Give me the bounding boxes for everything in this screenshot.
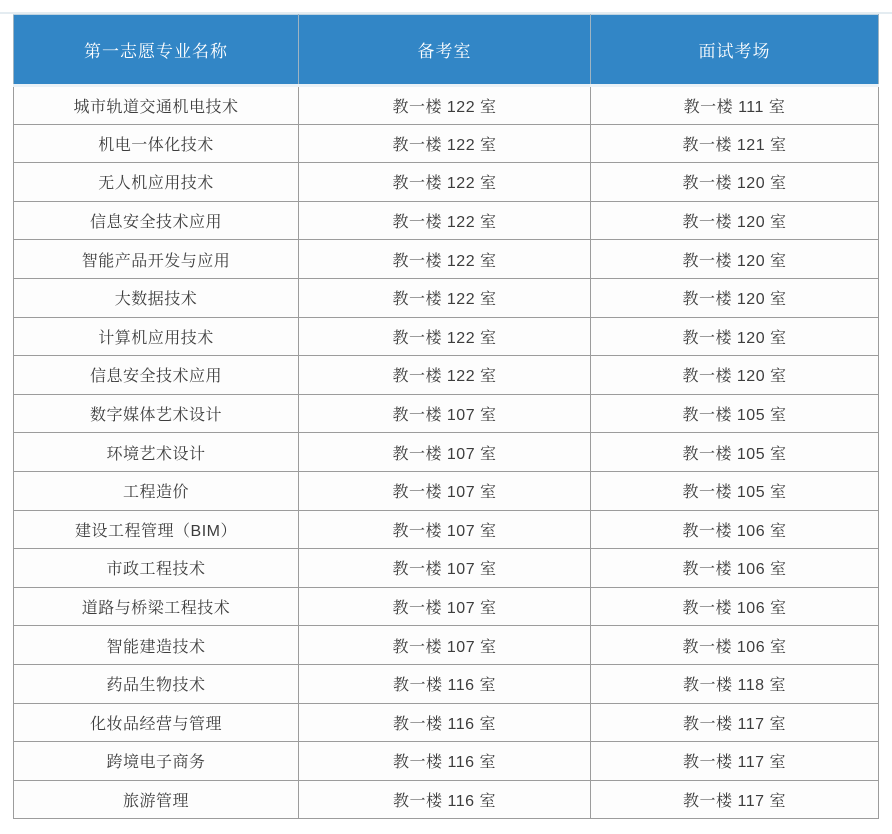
prep-room-cell: 教一楼 107 室 — [299, 394, 591, 433]
prep-room-cell: 教一楼 116 室 — [299, 664, 591, 703]
table-row — [14, 278, 879, 317]
interview-room-cell: 教一楼 106 室 — [591, 549, 879, 588]
major-cell: 无人机应用技术 — [14, 163, 299, 202]
header-row — [14, 15, 879, 86]
interview-room-cell: 教一楼 106 室 — [591, 626, 879, 665]
interview-room-cell: 教一楼 120 室 — [591, 240, 879, 279]
table-row — [14, 471, 879, 510]
table-row — [14, 664, 879, 703]
prep-room-cell: 教一楼 122 室 — [299, 278, 591, 317]
major-cell: 道路与桥梁工程技术 — [14, 587, 299, 626]
major-cell: 市政工程技术 — [14, 549, 299, 588]
table-row — [14, 703, 879, 742]
prep-room-cell: 教一楼 116 室 — [299, 780, 591, 819]
table-row — [14, 356, 879, 395]
major-cell: 数字媒体艺术设计 — [14, 394, 299, 433]
prep-room-cell: 教一楼 107 室 — [299, 471, 591, 510]
major-cell: 旅游管理 — [14, 780, 299, 819]
interview-room-cell: 教一楼 105 室 — [591, 394, 879, 433]
column-header-major: 第一志愿专业名称 — [14, 15, 299, 86]
prep-room-cell: 教一楼 122 室 — [299, 240, 591, 279]
prep-room-cell: 教一楼 107 室 — [299, 433, 591, 472]
interview-room-cell: 教一楼 120 室 — [591, 163, 879, 202]
table-row — [14, 124, 879, 163]
table-row — [14, 626, 879, 665]
interview-room-cell: 教一楼 120 室 — [591, 278, 879, 317]
major-cell: 大数据技术 — [14, 278, 299, 317]
interview-room-cell: 教一楼 105 室 — [591, 471, 879, 510]
prep-room-cell: 教一楼 116 室 — [299, 742, 591, 781]
major-cell: 药品生物技术 — [14, 664, 299, 703]
interview-room-cell: 教一楼 118 室 — [591, 664, 879, 703]
prep-room-cell: 教一楼 107 室 — [299, 626, 591, 665]
prep-room-cell: 教一楼 107 室 — [299, 549, 591, 588]
table-row — [14, 433, 879, 472]
interview-room-cell: 教一楼 120 室 — [591, 317, 879, 356]
major-cell: 信息安全技术应用 — [14, 356, 299, 395]
interview-room-cell: 教一楼 117 室 — [591, 742, 879, 781]
major-cell: 城市轨道交通机电技术 — [14, 86, 299, 125]
major-cell: 信息安全技术应用 — [14, 201, 299, 240]
prep-room-cell: 教一楼 107 室 — [299, 510, 591, 549]
prep-room-cell: 教一楼 107 室 — [299, 587, 591, 626]
table-row — [14, 394, 879, 433]
major-cell: 建设工程管理（BIM） — [14, 510, 299, 549]
interview-room-cell: 教一楼 121 室 — [591, 124, 879, 163]
interview-room-cell: 教一楼 120 室 — [591, 201, 879, 240]
table-row — [14, 742, 879, 781]
table-row — [14, 317, 879, 356]
interview-room-cell: 教一楼 106 室 — [591, 587, 879, 626]
table-row — [14, 549, 879, 588]
prep-room-cell: 教一楼 116 室 — [299, 703, 591, 742]
prep-room-cell: 教一楼 122 室 — [299, 86, 591, 125]
major-cell: 智能建造技术 — [14, 626, 299, 665]
interview-room-cell: 教一楼 117 室 — [591, 780, 879, 819]
major-cell: 化妆品经营与管理 — [14, 703, 299, 742]
interview-room-cell: 教一楼 117 室 — [591, 703, 879, 742]
table-header — [14, 15, 879, 86]
major-cell: 计算机应用技术 — [14, 317, 299, 356]
table-row — [14, 587, 879, 626]
table-row — [14, 780, 879, 819]
interview-room-cell: 教一楼 111 室 — [591, 86, 879, 125]
major-cell: 跨境电子商务 — [14, 742, 299, 781]
prep-room-cell: 教一楼 122 室 — [299, 356, 591, 395]
table-row — [14, 163, 879, 202]
major-cell: 机电一体化技术 — [14, 124, 299, 163]
table-body — [14, 86, 879, 819]
table-row — [14, 510, 879, 549]
prep-room-cell: 教一楼 122 室 — [299, 124, 591, 163]
table-row — [14, 86, 879, 125]
interview-room-cell: 教一楼 106 室 — [591, 510, 879, 549]
column-header-interview-room: 面试考场 — [591, 15, 879, 86]
exam-room-table — [13, 14, 879, 819]
interview-room-cell: 教一楼 105 室 — [591, 433, 879, 472]
prep-room-cell: 教一楼 122 室 — [299, 317, 591, 356]
interview-room-cell: 教一楼 120 室 — [591, 356, 879, 395]
prep-room-cell: 教一楼 122 室 — [299, 163, 591, 202]
prep-room-cell: 教一楼 122 室 — [299, 201, 591, 240]
column-header-prep-room: 备考室 — [299, 15, 591, 86]
table-row — [14, 240, 879, 279]
table-row — [14, 201, 879, 240]
major-cell: 环境艺术设计 — [14, 433, 299, 472]
major-cell: 智能产品开发与应用 — [14, 240, 299, 279]
major-cell: 工程造价 — [14, 471, 299, 510]
